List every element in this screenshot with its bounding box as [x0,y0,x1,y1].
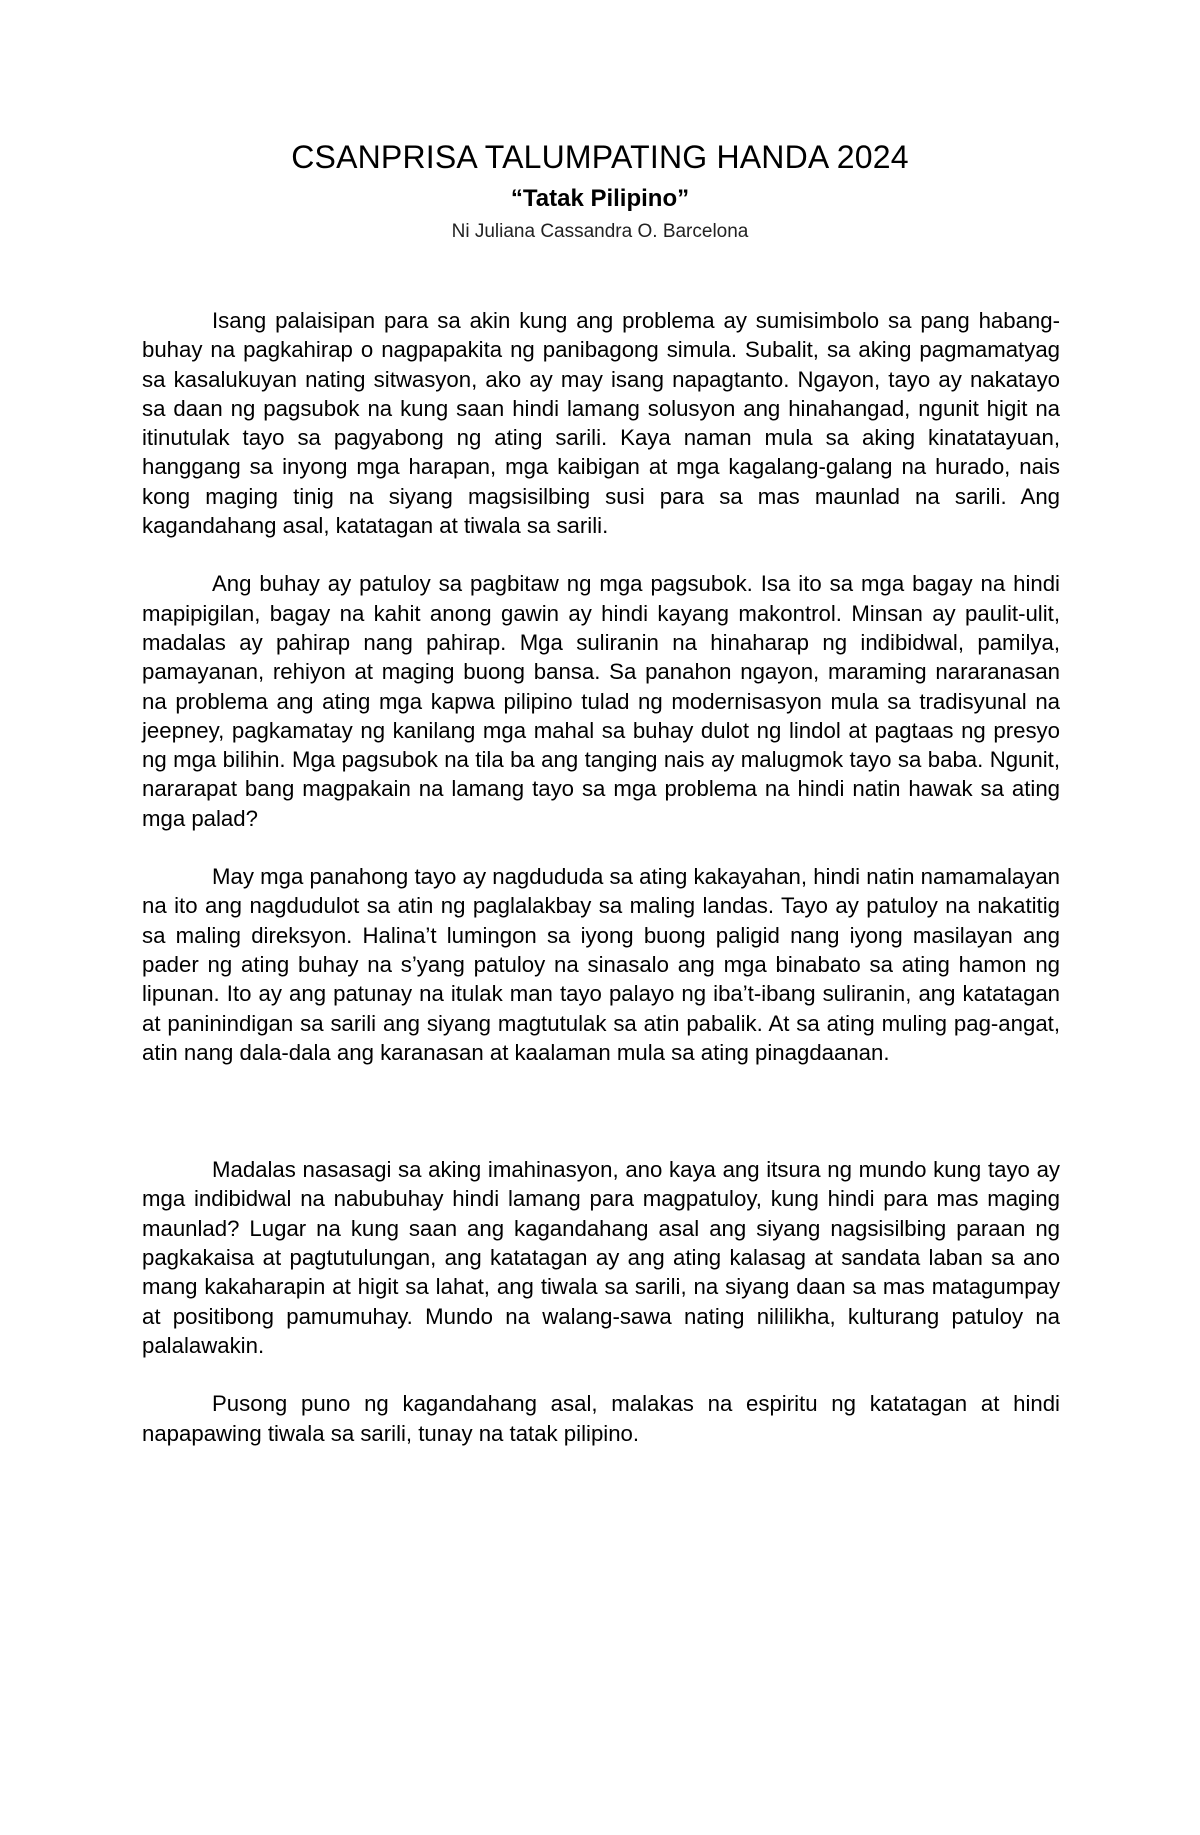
document-title: CSANPRISA TALUMPATING HANDA 2024 [291,139,909,175]
paragraph-5: Pusong puno ng kagandahang asal, malakas na espiritu ng katatagan at hindi napapawing tiwala sa sarili, tunay na tatak pilipino. [142,1391,1060,1446]
author-byline: Ni Juliana Cassandra O. Barcelona [451,221,749,242]
document-header [0,138,1200,244]
paragraph-2: Ang buhay ay patuloy sa pagbitaw ng mga pagsubok. Isa ito sa mga bagay na hindi mapipigilan, bagay na kahit anong gawin ay hindi kayang makontrol. Minsan ay paulit-ulit, madalas ay pahirap nang pahirap. Mga suliranin na hinaharap ng indibidwal, pamilya, pamayanan, rehiyon at maging buong bansa. Sa panahon ngayon, maraming nararanasan na problema ang ating mga kapwa pilipino tulad ng modernisasyon mula sa tradisyunal na jeepney, pagkamatay ng kanilang mga mahal sa buhay dulot ng lindol at pagtaas ng presyo ng mga bilihin. Mga pagsubok na tila ba ang tanging nais ay malugmok tayo sa baba. Ngunit, nararapat bang magpakain na lamang tayo sa mga problema na hindi natin hawak sa ating mga palad? [142,571,1060,831]
paragraph-3: May mga panahong tayo ay nagdududa sa ating kakayahan, hindi natin namamalayan na ito ang nagdudulot sa atin ng paglalakbay sa maling landas. Tayo ay patuloy na nakatitig sa maling direksyon. Halina’t lumingon sa iyong buong paligid nang iyong masilayan ang pader ng ating buhay na s’yang patuloy na sinasalo ang mga binabato sa ating hamon ng lipunan. Ito ay ang patunay na itulak man tayo palayo ng iba’t-ibang suliranin, ang katatagan at paninindigan sa sarili ang siyang magtutulak sa atin pabalik. At sa ating muling pag-angat, atin nang dala-dala ang karanasan at kaalaman mula sa ating pinagdaanan. [142,864,1060,1065]
document-subtitle: “Tatak Pilipino” [510,185,690,212]
paragraph-1: Isang palaisipan para sa akin kung ang problema ay sumisimbolo sa pang habang-buhay na pagkahirap o nagpapakita ng panibagong simula. Subalit, sa aking pagmamatyag sa kasalukuyan nating sitwasyon, ako ay may isang napagtanto. Ngayon, tayo ay nakatayo sa daan ng pagsubok na kung saan hindi lamang solusyon ang hinahangad, ngunit higit na itinutulak tayo sa pagyabong ng ating sarili. Kaya naman mula sa aking kinatatayuan, hanggang sa inyong mga harapan, mga kaibigan at mga kagalang-galang na hurado, nais kong maging tinig na siyang magsisilbing susi para sa mas maunlad na sarili. Ang kagandahang asal, katatagan at tiwala sa sarili. [142,308,1060,539]
paragraph-4: Madalas nasasagi sa aking imahinasyon, ano kaya ang itsura ng mundo kung tayo ay mga indibidwal na nabubuhay hindi lamang para magpatuloy, kung hindi para mas maging maunlad? Lugar na kung saan ang kagandahang asal ang siyang nagsisilbing paraan ng pagkakaisa at pagtutulungan, ang katatagan ay ang ating kalasag at sandata laban sa ano mang kakaharapin at higit sa lahat, ang tiwala sa sarili, na siyang daan sa mas matagumpay at positibong pamumuhay. Mundo na walang-sawa nating nililikha, kulturang patuloy na palalawakin. [142,1157,1060,1358]
speech-body [142,306,1060,1448]
